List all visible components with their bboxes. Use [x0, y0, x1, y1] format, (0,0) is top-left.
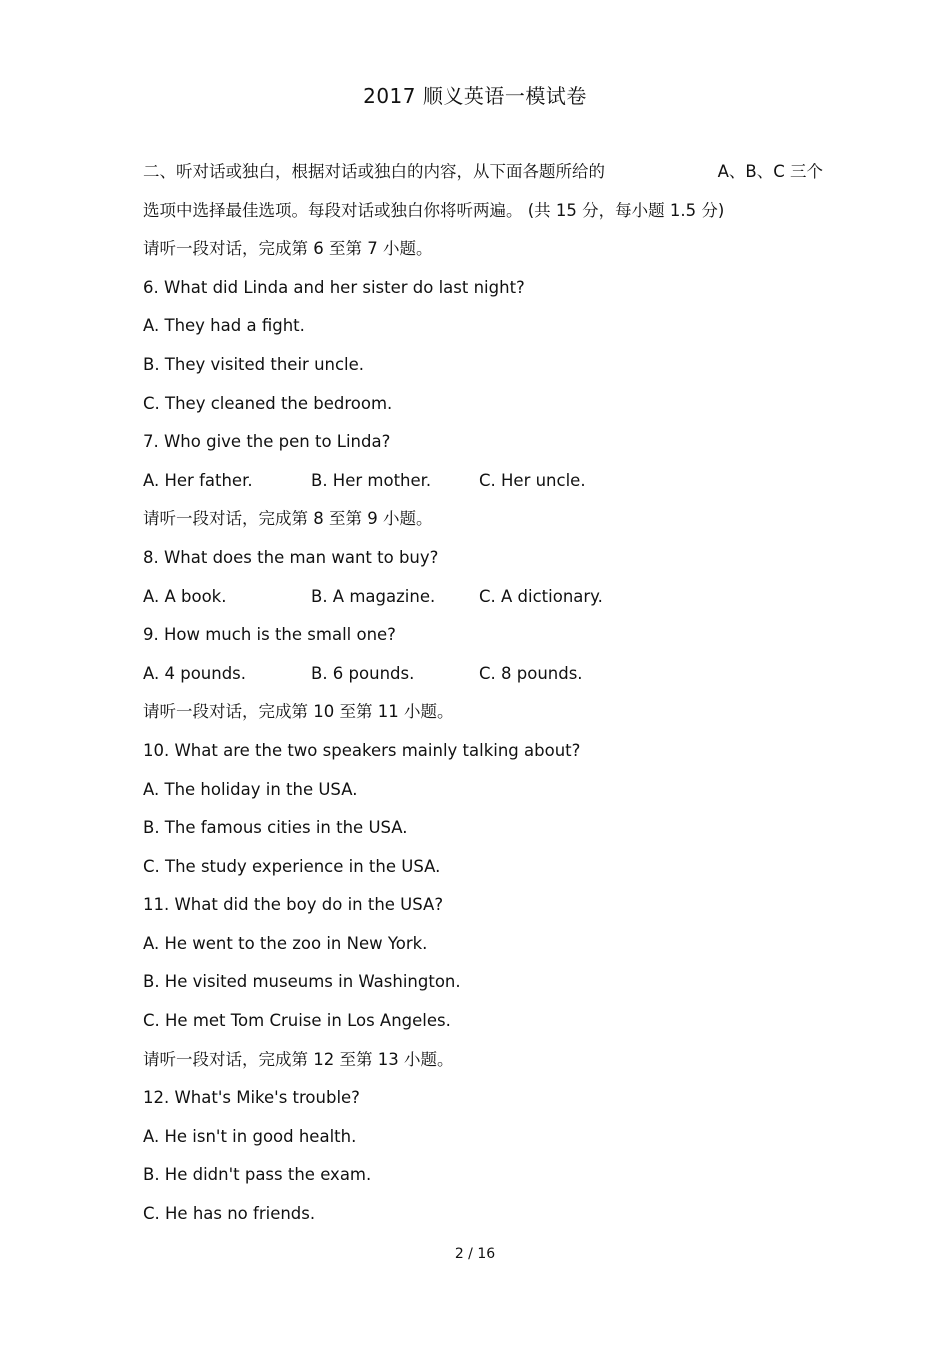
options-row: [143, 660, 823, 699]
option-c: C. He has no friends.: [143, 1204, 316, 1224]
option-a: A. A book.: [143, 586, 227, 606]
options-row: [143, 467, 823, 506]
option-a: A. He went to the zoo in New York.: [143, 933, 428, 953]
question-12: 12. What's Mike's trouble?: [143, 1088, 360, 1108]
option-a: A. The holiday in the USA.: [143, 779, 358, 799]
option-c: C. They cleaned the bedroom.: [143, 393, 393, 413]
option-b: B. He didn't pass the exam.: [143, 1165, 372, 1185]
option-a: A. Her father.: [143, 470, 253, 490]
option-c: C. 8 pounds.: [479, 663, 583, 683]
option-b: B. Her mother.: [311, 470, 432, 490]
option-c: C. A dictionary.: [479, 586, 603, 606]
option-b: B. The famous cities in the USA.: [143, 818, 408, 838]
question-7: 7. Who give the pen to Linda?: [143, 432, 391, 452]
question-10: 10. What are the two speakers mainly talking about?: [143, 740, 581, 760]
question-6: 6. What did Linda and her sister do last night?: [143, 277, 525, 297]
question-9: 9. How much is the small one?: [143, 625, 396, 645]
instruction: 请听一段对话，完成第 12 至第 13 小题。: [143, 1049, 454, 1069]
section-intro-line-1: [143, 158, 823, 197]
option-b: B. He visited museums in Washington.: [143, 972, 461, 992]
option-a: A. He isn't in good health.: [143, 1126, 357, 1146]
page-title: 2017 顺义英语一模试卷: [363, 84, 587, 108]
option-c: C. Her uncle.: [479, 470, 586, 490]
option-b: B. 6 pounds.: [311, 663, 415, 683]
option-b: B. They visited their uncle.: [143, 354, 365, 374]
section-intro-text: 二、听对话或独白，根据对话或独白的内容，从下面各题所给的: [143, 162, 605, 181]
option-a: A. 4 pounds.: [143, 663, 247, 683]
question-11: 11. What did the boy do in the USA?: [143, 895, 444, 915]
instruction: 请听一段对话，完成第 8 至第 9 小题。: [143, 509, 433, 529]
option-c: C. The study experience in the USA.: [143, 856, 441, 876]
listening-section: [143, 158, 823, 1239]
option-a: A. They had a fight.: [143, 316, 305, 336]
section-intro-options: A、B、C 三个: [717, 162, 823, 181]
instruction: 请听一段对话，完成第 6 至第 7 小题。: [143, 239, 433, 259]
option-b: B. A magazine.: [311, 586, 436, 606]
section-intro-line-2: 选项中选择最佳选项。每段对话或独白你将听两遍。 (共 15 分，每小题 1.5 分): [143, 200, 725, 220]
option-c: C. He met Tom Cruise in Los Angeles.: [143, 1011, 451, 1031]
question-8: 8. What does the man want to buy?: [143, 547, 439, 567]
options-row: [143, 583, 823, 622]
page-number: 2 / 16: [454, 1246, 496, 1262]
instruction: 请听一段对话，完成第 10 至第 11 小题。: [143, 702, 454, 722]
